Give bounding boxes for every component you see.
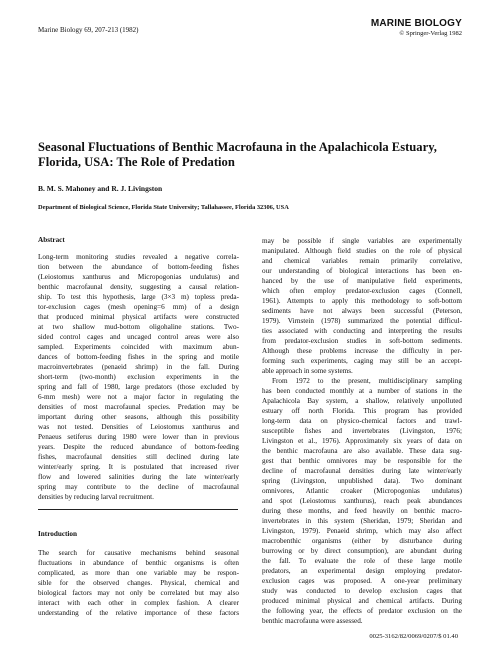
text-line: estuary off north Florida. This program has provided <box>262 407 462 415</box>
text-line: which often employ predator-exclusion cages (Connell, <box>262 287 462 295</box>
text-line: understanding of the relative importance of these factors <box>38 609 239 617</box>
text-line: Although these problems increase the difficulty in per- <box>262 347 462 355</box>
text-line: biological factors may not only be correlated but may also <box>38 589 239 597</box>
journal-brand <box>371 18 462 37</box>
text-line: long-term data on physico-chemical factors and trawl- <box>262 417 462 425</box>
text-line: the following year, the effects of predator exclusion on the <box>262 607 462 615</box>
text-line: during these months, and feed heavily on benthic macro- <box>262 507 462 515</box>
text-line: sediments have not always been successful (Peterson, <box>262 307 462 315</box>
text-line: interact with each other in complex fashion. A clearer <box>38 599 239 607</box>
text-line: omnivores, Atlantic croaker (Micropogonias undulatus) <box>262 487 462 495</box>
text-line: exclusion cages was proposed. A one-year preliminary <box>262 577 462 585</box>
text-line: densities of most macrofaunal species. Predation may be <box>38 403 239 411</box>
text-line: able approach in some systems. <box>262 367 353 375</box>
text-line: Penaeus setiferus during 1980 were lower than in previous <box>38 433 239 441</box>
text-line: short-term (two-month) exclusion experiments in the <box>38 373 239 381</box>
text-line: may be possible if single variables are experimentally <box>262 237 462 245</box>
text-line: susceptible fishes and invertebrates (Livingston, 1976; <box>262 427 462 435</box>
introduction-body <box>38 548 239 618</box>
journal-name: MARINE BIOLOGY <box>370 18 462 29</box>
text-line: Long-term monitoring studies revealed a negative correla- <box>38 253 239 261</box>
authors: B. M. S. Mahoney and R. J. Livingston <box>38 184 163 193</box>
text-line: The search for causative mechanisms behind seasonal <box>38 549 239 557</box>
text-line: Livingston, 1979). Penaeid shrimp, which may also affect <box>262 527 462 535</box>
text-line: has been conducted monthly at a number of stations in the <box>262 387 462 395</box>
abstract-divider <box>38 509 238 510</box>
text-line: was not tested. Densities of Leiostomus xanthurus and <box>38 423 239 431</box>
text-line: gest that benthic omnivores may be responsible for the <box>262 457 462 465</box>
journal-citation: Marine Biology 69, 207-213 (1982) <box>38 26 139 34</box>
text-line: that produced minimal physical artifacts were constructed <box>38 313 239 321</box>
text-line: fishes, macrofaunal densities still declined during late <box>38 453 239 461</box>
text-line: produced minimal physical and chemical artifacts. During <box>262 597 462 605</box>
text-line: the fall. To evaluate the role of these large motile <box>262 557 462 565</box>
text-line: years. Despite the reduced abundance of bottom-feeding <box>38 443 239 451</box>
text-line: winter/early spring. It is postulated that increased river <box>38 463 239 471</box>
right-column-body <box>262 236 462 626</box>
text-line: fluctuations in abundance of benthic organisms is often <box>38 559 239 567</box>
text-line: our understanding of biological interactions has been en- <box>262 267 462 275</box>
text-line: predators, an experimental design employing predator- <box>262 567 462 575</box>
text-line: spring may contribute to the decline of macrofaunal <box>38 483 239 491</box>
text-line: decline of macrofaunal densities during late winter/early <box>262 467 462 475</box>
text-line: sided control cages and uncaged control areas were also <box>38 333 239 341</box>
text-line: burrowing or by direct consumption), are abundant during <box>262 547 462 555</box>
introduction-heading: Introduction <box>38 530 78 538</box>
text-line: 1979). Virnstein (1978) summarized the potential difficul- <box>262 317 462 325</box>
text-line: at two shallow mud-bottom oligohaline stations. Two- <box>38 323 239 331</box>
text-line: and spot (Leiostomus xanthurus), reach peak abundances <box>262 497 462 505</box>
text-line: flow and lowered salinities during the late winter/early <box>38 473 239 481</box>
text-line: sampled. Experiments coincided with maximum abun- <box>38 343 239 351</box>
text-line: complicated, as more than one variable may be respon- <box>38 569 239 577</box>
abstract-heading: Abstract <box>38 236 65 244</box>
text-line: macrobenthic organisms (either by disturbance during <box>262 537 462 545</box>
text-line: Livingston et al., 1976). Approximately six years of data on <box>262 437 462 445</box>
text-line: macroinvertebrates (penaeid shrimp) in the fall. During <box>38 363 239 371</box>
affiliation: Department of Biological Science, Florida State University; Tallahassee, Florida 32306, USA <box>38 204 289 211</box>
text-line: 1961). Attempts to apply this methodology to soft-bottom <box>262 297 462 305</box>
text-line: Apalachicola Bay system, a shallow, relatively unpolluted <box>262 397 462 405</box>
text-line: ship. To test this hypothesis, large (3×3 m) topless preda- <box>38 293 239 301</box>
paragraph <box>262 376 462 626</box>
copyright-notice: © Springer-Verlag 1982 <box>399 30 462 37</box>
text-line: spring and fall of 1980, large predators (those excluded by <box>38 383 239 391</box>
text-line: invertebrates in this system (Sheridan, 1979; Sheridan and <box>262 517 462 525</box>
article-title <box>38 140 458 170</box>
text-line: and chemical variables remain primarily correlative, <box>262 257 462 265</box>
text-line: benthic macrofaunal density, suggesting a causal relation- <box>38 283 239 291</box>
text-line: dances of bottom-feeding fishes in the spring and motile <box>38 353 239 361</box>
text-line: 6-mm mesh) were not a major factor in regulating the <box>38 393 239 401</box>
text-line: the benthic macrofauna are also available. These data sug- <box>262 447 462 455</box>
text-line: hanced by the use of manipulative field experiments, <box>262 277 462 285</box>
title-line: Seasonal Fluctuations of Benthic Macrofauna in the Apalachicola Estuary, <box>38 140 437 154</box>
text-line: sible for the observed changes. Physical, chemical and <box>38 579 239 587</box>
abstract-body <box>38 252 239 502</box>
text-line: study was conducted to develop exclusion cages that <box>262 587 462 595</box>
text-line: From 1972 to the present, multidisciplinary sampling <box>272 377 462 385</box>
text-line: densities by reducing larval recruitment. <box>38 493 154 501</box>
title-line: Florida, USA: The Role of Predation <box>38 155 235 169</box>
text-line: benthic macrofauna were assessed. <box>262 617 363 625</box>
text-line: forming such experiments, caging may still be an accept- <box>262 357 462 365</box>
text-line: (Leiostomus xanthurus and Micropogonias undulatus) and <box>38 273 239 281</box>
text-line: manipulated. Although field studies on the role of physical <box>262 247 462 255</box>
price-code: 0025-3162/82/0069/0207/$ 01.40 <box>369 633 458 640</box>
text-line: tion between the abundance of bottom-feeding fishes <box>38 263 239 271</box>
text-line: tor-exclusion cages (mesh opening=6 mm) of a design <box>38 303 239 311</box>
text-line: important during other seasons, although this possibility <box>38 413 239 421</box>
text-line: spring (Livingston, unpublished data). Two dominant <box>262 477 462 485</box>
text-line: from predator-exclusion studies in soft-bottom sediments. <box>262 337 462 345</box>
text-line: ties associated with conducting and interpreting the results <box>262 327 462 335</box>
